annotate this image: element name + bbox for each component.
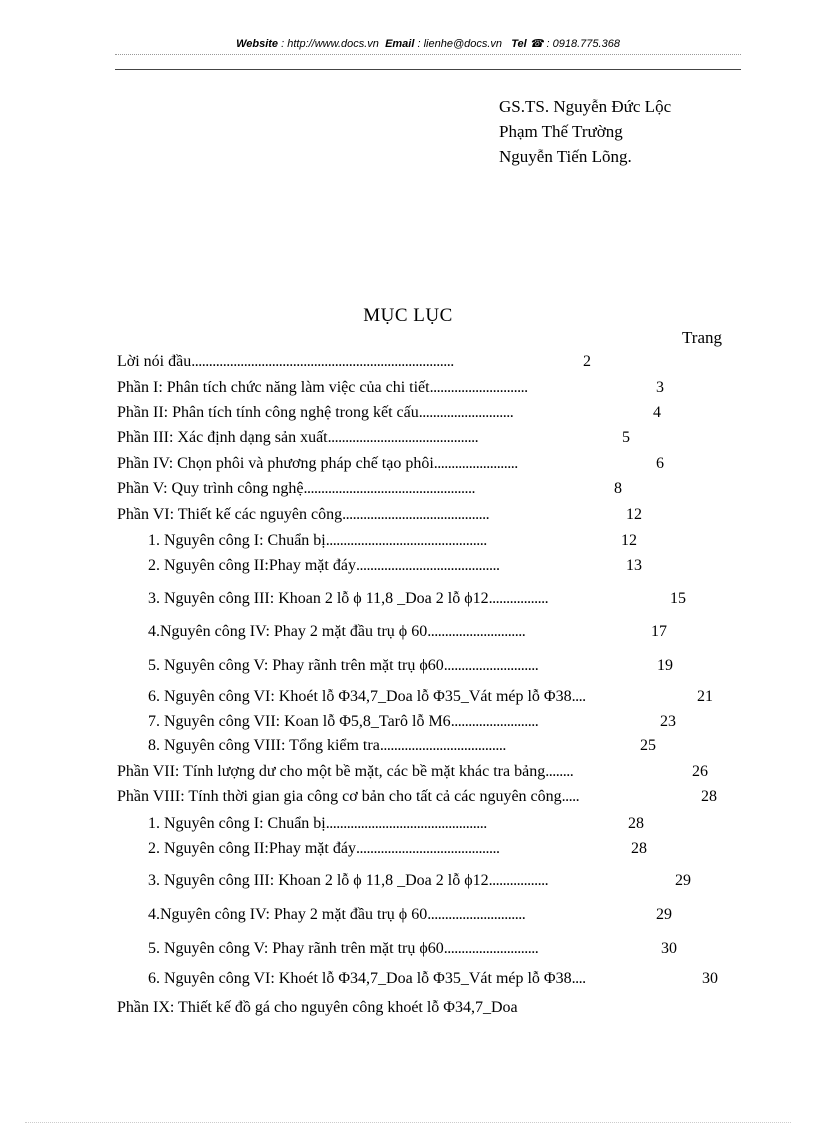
toc-leader-dots: ................. <box>488 590 549 607</box>
toc-leader-dots: ............................ <box>427 623 526 640</box>
website-label: Website <box>236 38 279 50</box>
toc-entry-title: 1. Nguyên công I: Chuẩn bị <box>148 532 326 549</box>
header-rule <box>115 69 741 70</box>
toc-entry-title: 3. Nguyên công III: Khoan 2 lỗ ϕ 11,8 _Doa 2 lỗ ϕ12 <box>148 872 489 889</box>
toc-leader-dots: .......................................... <box>342 506 490 523</box>
toc-leader-dots: ............................ <box>427 906 526 923</box>
toc-entry-title: 7. Nguyên công VII: Koan lỗ Φ5,8_Tarô lỗ M6 <box>148 713 451 730</box>
author-list <box>499 94 671 169</box>
toc-leader-dots: ........................................................................... <box>191 353 454 370</box>
phone-icon: ☎ <box>529 38 544 50</box>
toc-leader-dots: ........................... <box>443 657 539 674</box>
toc-entry-title: 4.Nguyên công IV: Phay 2 mặt đầu trụ ϕ 60 <box>148 623 428 640</box>
toc-page-number: 12 <box>621 532 637 549</box>
toc-page-number: 28 <box>631 840 647 857</box>
author-name: Phạm Thế Trường <box>499 122 623 141</box>
toc-entry-title: Lời nói đầu <box>117 353 192 370</box>
toc-entry-title: 4.Nguyên công IV: Phay 2 mặt đầu trụ ϕ 60 <box>148 906 428 923</box>
toc-page-number: 25 <box>640 737 656 754</box>
toc-entry-title: Phần VIII: Tính thời gian gia công cơ bản cho tất cả các nguyên công <box>117 788 562 805</box>
toc-entry-title: 6. Nguyên công VI: Khoét lỗ Φ34,7_Doa lỗ Φ35_Vát mép lỗ Φ38 <box>148 970 572 987</box>
toc-page-number: 28 <box>701 788 717 805</box>
toc-leader-dots: ........ <box>545 763 574 780</box>
toc-page-number: 23 <box>660 713 676 730</box>
toc-entry-title: Phần VI: Thiết kế các nguyên công <box>117 506 343 523</box>
toc-entry-title: Phần I: Phân tích chức năng làm việc của chi tiết <box>117 379 430 396</box>
toc-leader-dots: ..... <box>561 788 580 805</box>
toc-leader-dots: ............................ <box>429 379 528 396</box>
toc-page-number: 30 <box>661 940 677 957</box>
toc-entry-title: Phần IX: Thiết kế đồ gá cho nguyên công khoét lỗ Φ34,7_Doa <box>117 999 518 1016</box>
toc-leader-dots: ......................................... <box>355 840 500 857</box>
toc-leader-dots: ......................... <box>450 713 539 730</box>
header-dotted-rule <box>115 54 741 55</box>
toc-leader-dots: ........................... <box>418 404 514 421</box>
toc-entry-title: Phần V: Quy trình công nghệ <box>117 480 304 497</box>
toc-entry-title: 2. Nguyên công II:Phay mặt đáy <box>148 840 356 857</box>
toc-entry-title: 2. Nguyên công II:Phay mặt đáy <box>148 557 356 574</box>
toc-title: MỤC LỤC <box>363 305 453 326</box>
toc-leader-dots: ................. <box>488 872 549 889</box>
toc-page-number: 6 <box>656 455 664 472</box>
toc-page-number: 2 <box>583 353 591 370</box>
tel-value: : 0918.775.368 <box>546 38 620 50</box>
toc-entry-title: 3. Nguyên công III: Khoan 2 lỗ ϕ 11,8 _Doa 2 lỗ ϕ12 <box>148 590 489 607</box>
toc-leader-dots: .... <box>571 970 586 987</box>
toc-page-number: 28 <box>628 815 644 832</box>
toc-page-number: 19 <box>657 657 673 674</box>
toc-page-number: 8 <box>614 480 622 497</box>
author-name: Nguyễn Tiến Lõng. <box>499 147 632 166</box>
toc-page-number: 29 <box>656 906 672 923</box>
toc-leader-dots: .............................................. <box>325 815 487 832</box>
toc-page-number: 29 <box>675 872 691 889</box>
toc-leader-dots: .... <box>571 688 586 705</box>
toc-leader-dots: ................................................. <box>303 480 475 497</box>
toc-entry-title: Phần IV: Chọn phôi và phương pháp chế tạo phôi <box>117 455 434 472</box>
toc-entry-title: 5. Nguyên công V: Phay rãnh trên mặt trụ ϕ60 <box>148 940 444 957</box>
toc-entry-title: 6. Nguyên công VI: Khoét lỗ Φ34,7_Doa lỗ Φ35_Vát mép lỗ Φ38 <box>148 688 572 705</box>
tel-label: Tel <box>511 38 527 50</box>
toc-entry-title: 8. Nguyên công VIII: Tổng kiểm tra <box>148 737 380 754</box>
page-header <box>115 37 741 50</box>
toc-entry-title: Phần II: Phân tích tính công nghệ trong kết cấu <box>117 404 419 421</box>
author-name: GS.TS. Nguyễn Đức Lộc <box>499 97 672 116</box>
website-value: : http://www.docs.vn <box>281 38 379 50</box>
toc-page-number: 26 <box>692 763 708 780</box>
toc-page-number: 21 <box>697 688 713 705</box>
toc-page-number: 4 <box>653 404 661 421</box>
email-label: Email <box>385 38 415 50</box>
toc-page-number: 3 <box>656 379 664 396</box>
toc-leader-dots: ......................................... <box>355 557 500 574</box>
toc-page-number: 17 <box>651 623 667 640</box>
toc-page-number: 30 <box>702 970 718 987</box>
toc-page-number: 5 <box>622 429 630 446</box>
toc-page-number: 13 <box>626 557 642 574</box>
toc-page-column-label: Trang <box>682 328 722 347</box>
toc-entry-title: Phần III: Xác định dạng sản xuất <box>117 429 328 446</box>
toc-leader-dots: .............................................. <box>325 532 487 549</box>
toc-leader-dots: ........................................... <box>327 429 479 446</box>
toc-page-number: 15 <box>670 590 686 607</box>
email-value: : lienhe@docs.vn <box>417 38 503 50</box>
toc-leader-dots: ........................... <box>443 940 539 957</box>
toc-leader-dots: ........................ <box>433 455 518 472</box>
toc-entry-title: Phần VII: Tính lượng dư cho một bề mặt, các bề mặt khác tra bảng <box>117 763 546 780</box>
toc-entry-title: 1. Nguyên công I: Chuẩn bị <box>148 815 326 832</box>
toc-leader-dots: .................................... <box>379 737 506 754</box>
toc-entry-title: 5. Nguyên công V: Phay rãnh trên mặt trụ ϕ60 <box>148 657 444 674</box>
toc-page-number: 12 <box>626 506 642 523</box>
